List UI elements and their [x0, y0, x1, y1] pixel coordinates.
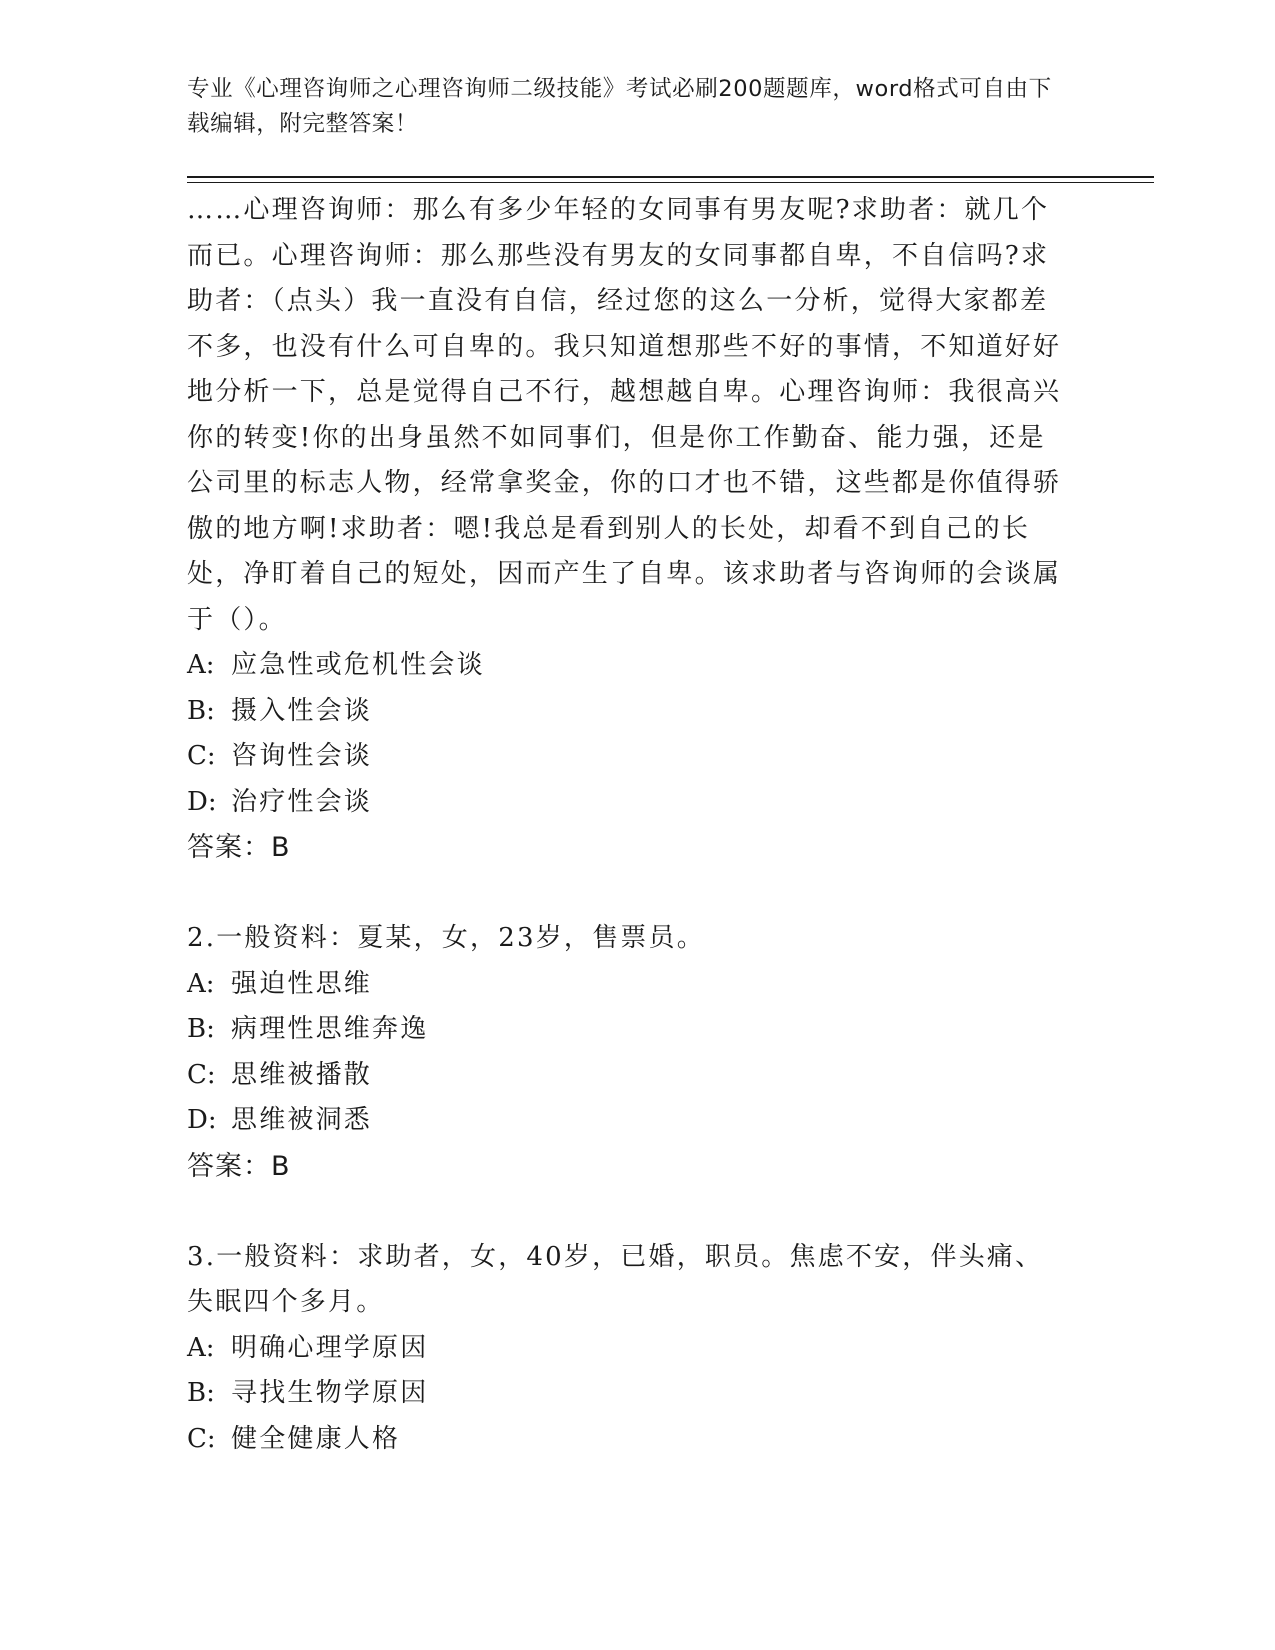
option-text: 健全健康人格 [231, 1423, 401, 1454]
option-label: B: [187, 695, 215, 726]
option-label: A: [187, 650, 215, 680]
option-c [187, 1053, 1077, 1099]
option-text: 治疗性会谈 [231, 786, 373, 817]
option-label: C: [187, 1059, 216, 1090]
question-stem: 3.一般资料：求助者，女，40岁，已婚，职员。焦虑不安，伴头痛、失眠四个多月。 [187, 1241, 1044, 1317]
option-d [187, 1098, 1077, 1144]
spacer [187, 871, 1077, 917]
question-block [187, 1235, 1077, 1463]
option-text: 寻找生物学原因 [231, 1378, 429, 1408]
answer-line: 答案：B [187, 832, 291, 863]
option-d [187, 780, 1077, 826]
option-text: 病理性思维奔逸 [231, 1014, 429, 1044]
option-label: B: [187, 1378, 215, 1408]
option-label: C: [187, 1423, 216, 1454]
document-title: 专业《心理咨询师之心理咨询师二级技能》考试必刷200题题库，word格式可自由下载编辑，附完整答案！ [187, 76, 1052, 137]
option-a [187, 962, 1077, 1008]
header-divider-thin [187, 182, 1154, 183]
option-a [187, 1326, 1077, 1372]
option-text: 咨询性会谈 [231, 741, 373, 771]
question-block [187, 188, 1077, 871]
option-text: 思维被洞悉 [231, 1105, 373, 1135]
option-label: B: [187, 1014, 215, 1044]
option-label: A: [187, 1332, 215, 1363]
option-b [187, 1007, 1077, 1053]
answer-line: 答案：B [187, 1150, 291, 1182]
option-label: A: [187, 968, 215, 999]
option-c [187, 734, 1077, 780]
option-label: D: [187, 1105, 217, 1135]
question-stem: ……心理咨询师：那么有多少年轻的女同事有男友呢?求助者：就几个而已。心理咨询师：那么那些没有男友的女同事都自卑，不自信吗?求助者：（点头）我一直没有自信，经过您的这么一分析，觉得大家都差不多，也没有什么可自卑的。我只知道想那些不好的事情，不知道好好地分析一下，总是觉得自己不行，越想越自卑。心理咨询师：我很高兴你的转变!你的出身虽然不如同事们，但是你工作勤奋、能力强，还是公司里的标志人物，经常拿奖金，你的口才也不错，这些都是你值得骄傲的地方啊!求助者：嗯!我总是看到别人的长处，却看不到自己的长处，净盯着自己的短处，因而产生了自卑。该求助者与咨询师的会谈属于（）。 [187, 195, 1062, 635]
option-a [187, 643, 1077, 689]
option-c [187, 1417, 1077, 1463]
question-list [187, 188, 1077, 1462]
option-label: D: [187, 786, 217, 817]
option-text: 思维被播散 [231, 1059, 373, 1090]
option-b [187, 1371, 1077, 1417]
option-label: C: [187, 741, 216, 771]
header-divider-thick [187, 176, 1154, 178]
option-b [187, 689, 1077, 735]
option-text: 应急性或危机性会谈 [231, 650, 485, 680]
spacer [187, 1189, 1077, 1235]
option-text: 强迫性思维 [231, 968, 373, 999]
option-text: 明确心理学原因 [231, 1332, 429, 1363]
question-stem: 2.一般资料：夏某，女，23岁，售票员。 [187, 923, 705, 953]
question-block [187, 916, 1077, 1189]
option-text: 摄入性会谈 [231, 695, 373, 726]
